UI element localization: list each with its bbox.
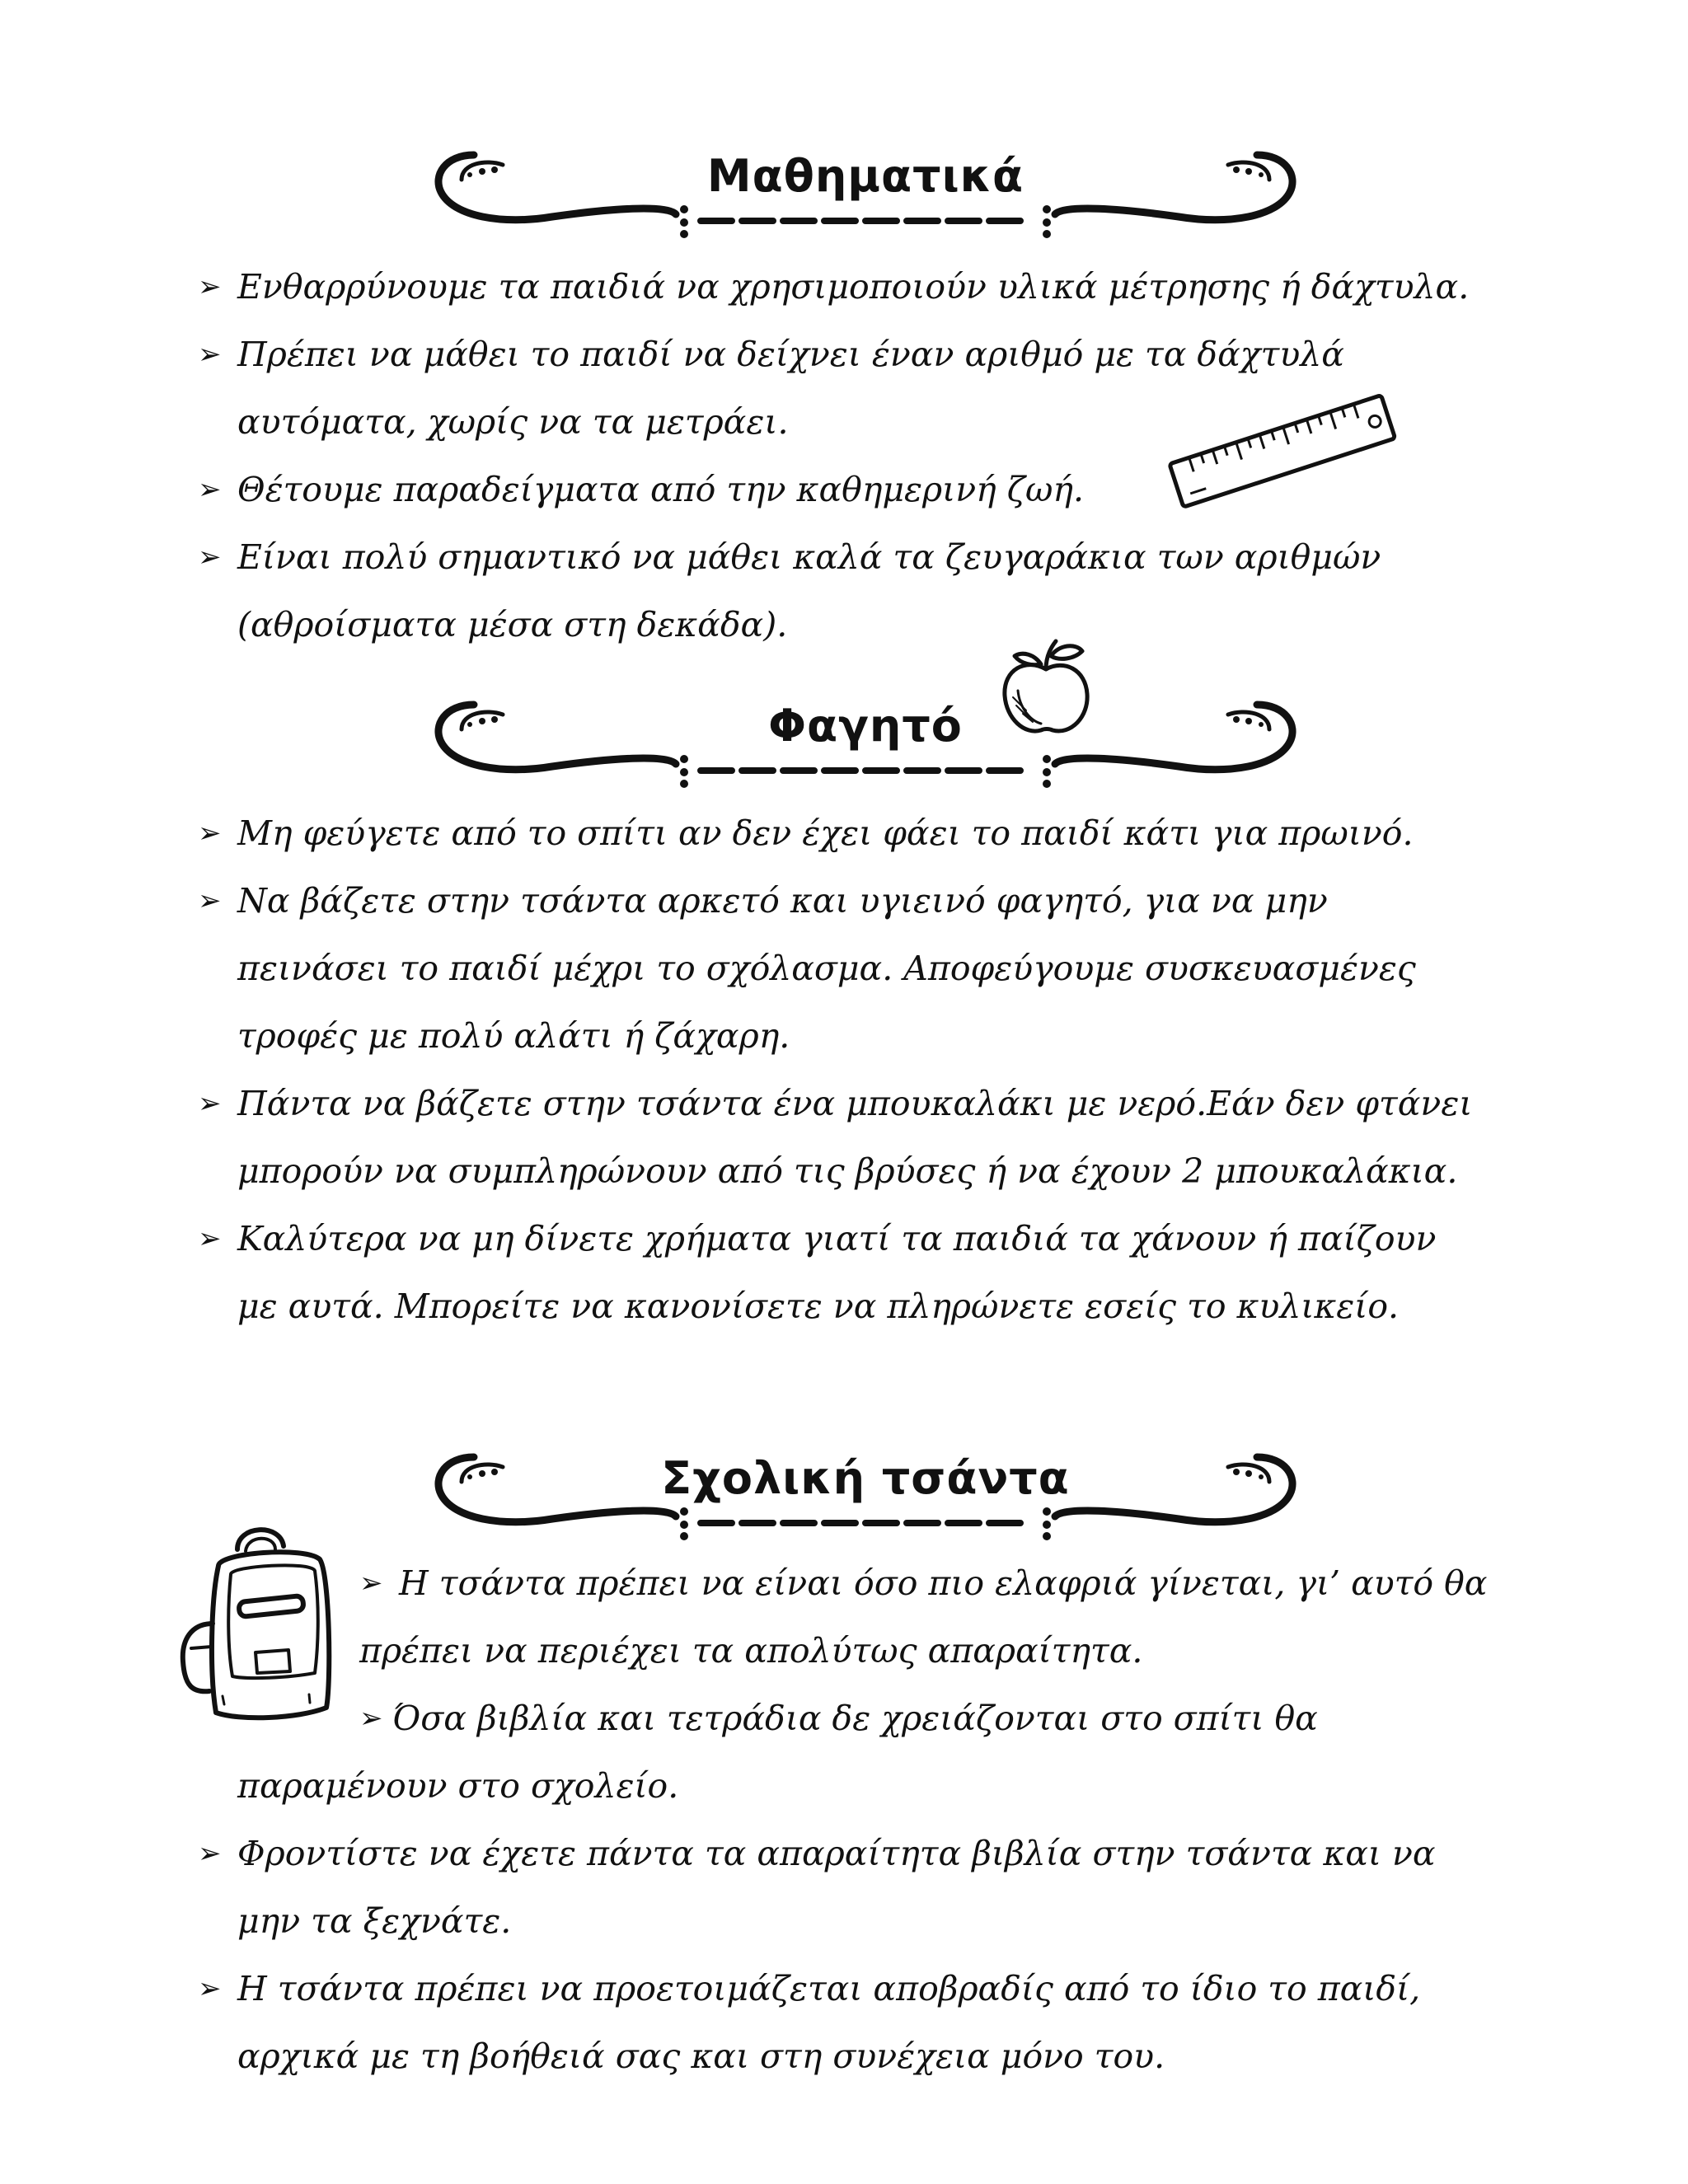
item-line: Η τσάντα πρέπει να προετοιμάζεται αποβραδίς από το ίδιο το παιδί, xyxy=(237,1969,1421,2008)
banner-mathimatika xyxy=(429,138,1302,246)
list-item xyxy=(198,867,1533,1070)
list-item xyxy=(198,1820,1533,1955)
section-sxoliki-tsanta-intro xyxy=(359,1549,1563,1752)
bullet-arrow-icon: ➢ xyxy=(198,1972,222,2005)
section-fagito xyxy=(198,799,1533,1340)
item-line: με αυτά. Μπορείτε να κανονίσετε να πληρώνετε εσείς το κυλικείο. xyxy=(237,1286,1400,1326)
item-line: παραμένουν στο σχολείο. xyxy=(237,1766,679,1806)
item-line: Καλύτερα να μη δίνετε χρήματα γιατί τα παιδιά τα χάνουν ή παίζουν xyxy=(237,1219,1437,1258)
list-item xyxy=(198,253,1533,321)
item-line: αρχικά με τη βοήθειά σας και στη συνέχεια μόνο του. xyxy=(237,2036,1165,2076)
section-title: Φαγητό xyxy=(768,700,963,752)
item-line: Πάντα να βάζετε στην τσάντα ένα μπουκαλάκι με νερό.Εάν δεν φτάνει xyxy=(237,1084,1473,1123)
item-line: Πρέπει να μάθει το παιδί να δείχνει έναν αριθμό με τα δάχτυλά xyxy=(237,335,1344,374)
item-line: Μη φεύγετε από το σπίτι αν δεν έχει φάει το παιδί κάτι για πρωινό. xyxy=(237,813,1414,853)
item-line: μην τα ξεχνάτε. xyxy=(237,1901,512,1941)
section-sxoliki-tsanta xyxy=(198,1752,1533,2090)
bullet-arrow-icon: ➢ xyxy=(198,473,222,506)
item-line: (αθροίσματα μέσα στη δεκάδα). xyxy=(237,605,788,644)
list-item xyxy=(198,523,1533,658)
bullet-arrow-icon: ➢ xyxy=(198,817,222,850)
list-item xyxy=(198,1070,1533,1205)
bullet-arrow-icon: ➢ xyxy=(198,541,222,574)
bullet-arrow-icon: ➢ xyxy=(359,1702,383,1735)
item-line: Φροντίστε να έχετε πάντα τα απαραίτητα βιβλία στην τσάντα και να xyxy=(237,1834,1436,1873)
banner-fagito xyxy=(429,688,1302,795)
bullet-arrow-icon: ➢ xyxy=(359,1567,383,1600)
bullet-arrow-icon: ➢ xyxy=(198,1837,222,1870)
list-item xyxy=(359,1685,1563,1752)
item-line: Θέτουμε παραδείγματα από την καθημερινή ζωή. xyxy=(237,470,1084,509)
item-line: τροφές με πολύ αλάτι ή ζάχαρη. xyxy=(237,1016,790,1056)
backpack-icon xyxy=(173,1516,346,1731)
item-line: Ενθαρρύνουμε τα παιδιά να χρησιμοποιούν υλικά μέτρησης ή δάχτυλα. xyxy=(237,267,1470,307)
item-line: Η τσάντα πρέπει να είναι όσο πιο ελαφριά γίνεται, γι’ αυτό θα xyxy=(399,1563,1488,1603)
list-item xyxy=(198,799,1533,867)
section-title: Μαθηματικά xyxy=(706,150,1025,202)
ruler-icon xyxy=(1158,387,1405,511)
list-item xyxy=(198,1955,1533,2090)
section-title: Σχολική τσάντα xyxy=(661,1452,1070,1504)
list-item xyxy=(359,1549,1563,1685)
item-line: πεινάσει το παιδί μέχρι το σχόλασμα. Αποφεύγουμε συσκευασμένες xyxy=(237,949,1416,988)
bullet-arrow-icon: ➢ xyxy=(198,1222,222,1255)
apple-icon xyxy=(993,635,1100,742)
bullet-arrow-icon: ➢ xyxy=(198,338,222,371)
item-line: Να βάζετε στην τσάντα αρκετό και υγιεινό φαγητό, για να μην xyxy=(237,881,1328,921)
item-line: μπορούν να συμπληρώνουν από τις βρύσες ή να έχουν 2 μπουκαλάκια. xyxy=(237,1151,1458,1191)
list-item xyxy=(198,1205,1533,1340)
bullet-arrow-icon: ➢ xyxy=(198,270,222,303)
bullet-arrow-icon: ➢ xyxy=(198,884,222,917)
banner-sxoliki-tsanta xyxy=(429,1441,1302,1548)
item-line: Όσα βιβλία και τετράδια δε χρειάζονται στο σπίτι θα xyxy=(392,1699,1318,1738)
bullet-arrow-icon: ➢ xyxy=(198,1087,222,1120)
item-line: Είναι πολύ σημαντικό να μάθει καλά τα ζευγαράκια των αριθμών xyxy=(237,537,1381,577)
item-line: πρέπει να περιέχει τα απολύτως απαραίτητα. xyxy=(359,1631,1143,1671)
item-line: αυτόματα, χωρίς να τα μετράει. xyxy=(237,402,789,442)
